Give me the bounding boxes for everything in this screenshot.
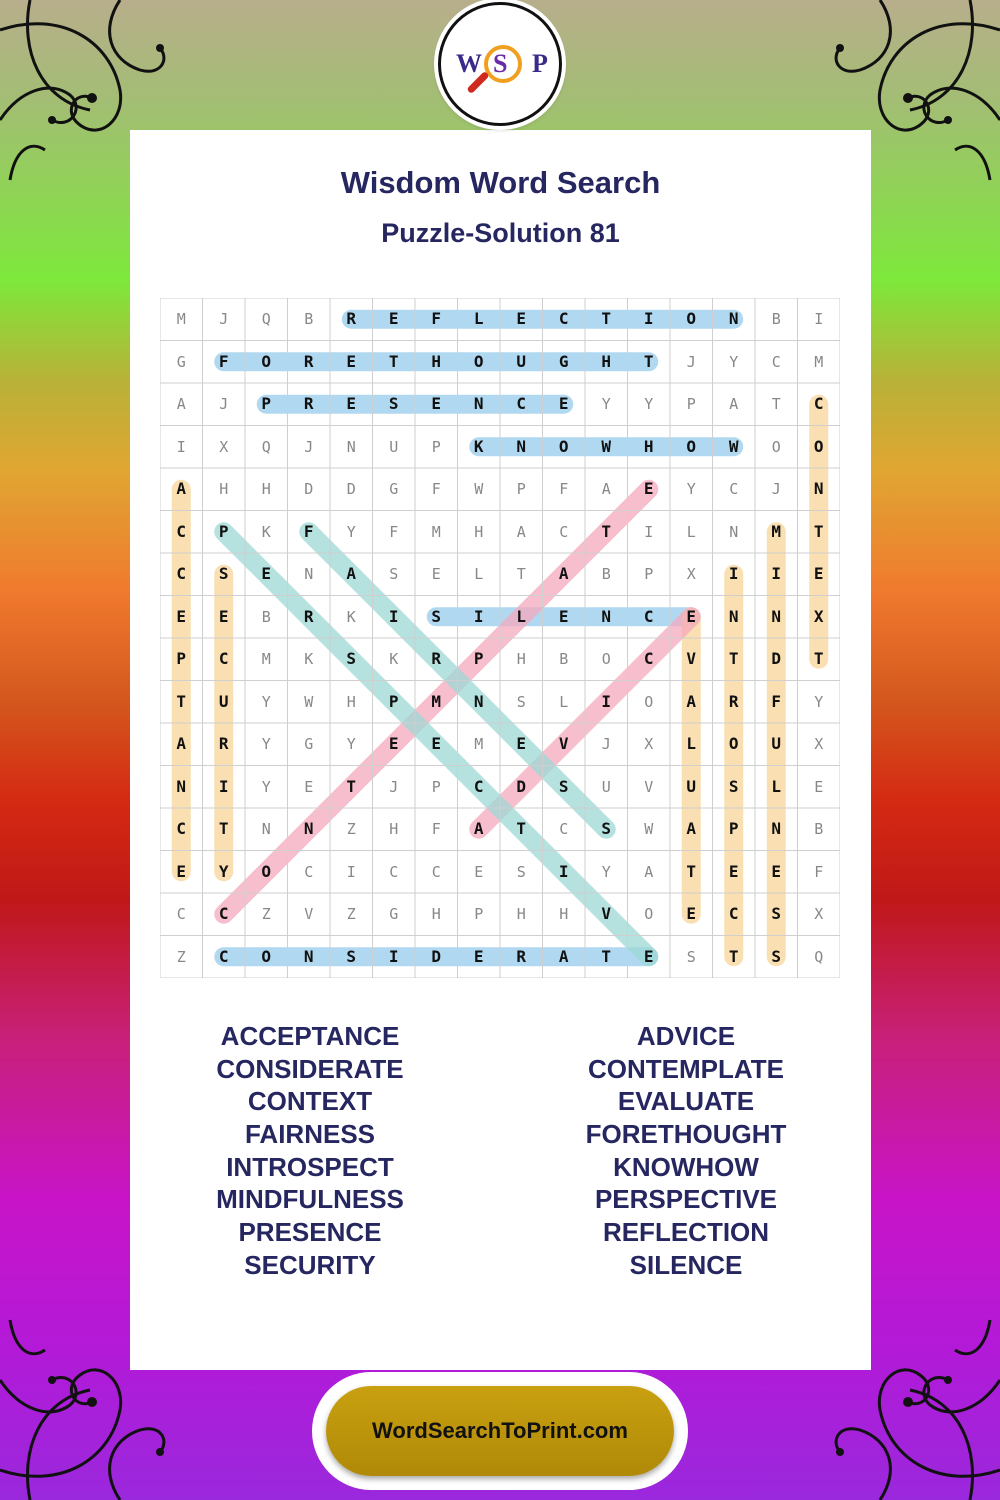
grid-cell: X <box>686 565 696 583</box>
grid-cell: L <box>516 606 527 626</box>
grid-cell: V <box>686 649 697 668</box>
grid-cell: R <box>346 309 357 328</box>
grid-cell: E <box>686 606 697 626</box>
grid-cell: N <box>771 606 782 626</box>
grid-cell: A <box>176 479 187 498</box>
grid-cell: C <box>176 564 187 583</box>
grid-cell: E <box>346 394 357 413</box>
grid-cell: P <box>728 819 739 838</box>
grid-cell: T <box>601 521 612 541</box>
word-list-right <box>506 1020 866 1282</box>
grid-cell: V <box>558 734 569 753</box>
logo-letter-p: P <box>532 49 548 78</box>
grid-cell: S <box>346 649 357 668</box>
grid-cell: O <box>473 351 484 371</box>
grid-cell: U <box>516 351 527 371</box>
grid-cell: K <box>389 650 399 668</box>
grid-cell: M <box>771 521 782 541</box>
logo-letter-s: S <box>493 49 508 78</box>
grid-cell: C <box>176 905 186 923</box>
grid-cell: Y <box>261 692 271 711</box>
grid-cell: M <box>814 352 824 371</box>
grid-cell: S <box>389 565 399 583</box>
word-list-item: CONSIDERATE <box>216 1053 404 1084</box>
grid-cell: E <box>304 777 314 796</box>
grid-cell: A <box>601 480 611 498</box>
grid-cell: L <box>473 309 484 328</box>
grid-cell: E <box>516 734 527 753</box>
grid-cell: I <box>176 437 186 456</box>
grid-cell: S <box>771 904 782 923</box>
grid-cell: P <box>474 905 484 923</box>
grid-cell: F <box>303 521 314 541</box>
grid-cell: Y <box>644 395 654 413</box>
grid-cell: U <box>601 777 611 796</box>
grid-cell: Y <box>686 480 696 498</box>
grid-cell: W <box>474 480 484 498</box>
grid-cell: S <box>516 862 526 881</box>
grid-cell: O <box>261 351 272 371</box>
grid-cell: O <box>686 436 697 456</box>
grid-cell: E <box>218 606 229 626</box>
grid-cell: R <box>516 946 527 966</box>
word-list-item: ADVICE <box>636 1021 736 1051</box>
grid-cell: T <box>346 776 357 796</box>
grid-cell: Q <box>261 310 271 328</box>
grid-cell: M <box>474 735 484 753</box>
grid-cell: A <box>176 734 187 753</box>
grid-cell: L <box>771 776 782 796</box>
grid-cell: C <box>389 862 399 881</box>
grid-cell: E <box>643 946 654 966</box>
grid-cell: J <box>686 352 696 371</box>
grid-cell: F <box>431 820 441 838</box>
grid-cell: E <box>686 904 697 923</box>
grid-cell: I <box>771 564 782 583</box>
grid-cell: H <box>219 480 229 498</box>
grid-cell: D <box>516 776 527 796</box>
grid-cell: C <box>771 352 781 371</box>
grid-cell: X <box>814 905 824 923</box>
grid-cell: E <box>431 394 442 413</box>
grid-cell: E <box>388 309 399 328</box>
grid-cell: H <box>431 351 442 371</box>
grid-cell: U <box>389 437 399 456</box>
grid-cell: O <box>728 734 739 753</box>
grid-cell: Z <box>346 820 356 838</box>
grid-cell: A <box>686 691 697 711</box>
grid-cell: H <box>346 692 356 711</box>
grid-cell: Y <box>601 862 611 881</box>
grid-cell: P <box>388 691 399 711</box>
word-list-item: SECURITY <box>244 1249 376 1280</box>
grid-cell: Q <box>814 947 824 966</box>
grid-cell: C <box>218 649 229 668</box>
word-list-item: ACCEPTANCE <box>220 1021 400 1051</box>
grid-cell: C <box>176 819 187 838</box>
grid-cell: Z <box>346 905 356 923</box>
grid-cell: C <box>559 522 569 541</box>
grid-cell: I <box>601 691 612 711</box>
word-list-item: REFLECTION <box>602 1217 770 1248</box>
word-list-item: CONTEXT <box>247 1086 373 1117</box>
word-list-item: PRESENCE <box>238 1217 382 1248</box>
grid-cell: R <box>303 351 314 371</box>
grid-cell: F <box>431 309 442 328</box>
grid-cell: E <box>473 946 484 966</box>
grid-cell: O <box>644 692 654 711</box>
grid-cell: N <box>304 565 314 583</box>
grid-cell: Y <box>346 735 356 753</box>
grid-cell: E <box>516 309 527 328</box>
grid-cell: J <box>219 310 229 328</box>
grid-cell: T <box>813 521 824 541</box>
grid-cell: H <box>559 905 569 923</box>
grid-cell: D <box>304 480 314 498</box>
grid-cell: E <box>431 565 441 583</box>
grid-cell: S <box>558 776 569 796</box>
grid-cell: R <box>728 691 739 711</box>
grid-cell: A <box>644 862 654 881</box>
grid-cell: C <box>558 309 569 328</box>
grid-cell: B <box>601 565 611 583</box>
grid-cell: A <box>686 819 697 838</box>
grid-cell: C <box>473 776 484 796</box>
grid-cell: A <box>176 395 186 413</box>
grid-cell: D <box>431 946 442 966</box>
grid-cell: W <box>601 436 612 456</box>
grid-cell: X <box>814 735 824 753</box>
grid-cell: N <box>346 437 356 456</box>
grid-cell: S <box>218 564 229 583</box>
grid-cell: K <box>473 436 484 456</box>
grid-cell: C <box>728 904 739 923</box>
grid-cell: S <box>686 947 696 966</box>
grid-cell: I <box>388 946 399 966</box>
grid-cell: E <box>388 734 399 753</box>
word-list-item: EVALUATE <box>617 1086 755 1117</box>
grid-cell: R <box>218 734 229 753</box>
grid-cell: C <box>304 862 314 881</box>
grid-cell: C <box>218 904 229 923</box>
grid-cell: H <box>431 905 441 923</box>
grid-cell: J <box>601 735 611 753</box>
grid-cell: F <box>218 351 229 371</box>
grid-cell: T <box>728 946 739 966</box>
grid-cell: T <box>813 649 824 668</box>
grid-cell: S <box>516 692 526 711</box>
grid-cell: F <box>771 691 782 711</box>
grid-cell: C <box>813 394 824 413</box>
grid-cell: U <box>771 734 782 753</box>
word-list-item: PERSPECTIVE <box>594 1184 778 1215</box>
grid-cell: K <box>346 607 356 626</box>
grid-cell: M <box>176 310 186 328</box>
grid-cell: F <box>389 522 399 541</box>
page-subtitle: Puzzle-Solution 81 <box>381 218 620 248</box>
grid-cell: G <box>176 352 186 371</box>
grid-cell: G <box>304 735 314 753</box>
grid-cell: O <box>644 905 654 923</box>
grid-cell: A <box>558 564 569 583</box>
grid-cell: E <box>558 606 569 626</box>
grid-cell: V <box>601 904 612 923</box>
grid-cell: Y <box>814 692 824 711</box>
grid-cell: O <box>771 437 781 456</box>
grid-cell: T <box>643 351 654 371</box>
grid-cell: J <box>219 395 229 413</box>
grid-cell: F <box>559 480 569 498</box>
grid-cell: M <box>261 650 271 668</box>
grid-cell: D <box>346 480 356 498</box>
grid-cell: S <box>388 394 399 413</box>
word-search-grid <box>160 298 840 978</box>
grid-cell: S <box>346 946 357 966</box>
grid-cell: B <box>771 310 781 328</box>
grid-cell: I <box>644 522 654 541</box>
website-link-button[interactable]: WordSearchToPrint.com <box>326 1386 674 1476</box>
grid-cell: Y <box>218 861 229 881</box>
grid-cell: I <box>728 564 739 583</box>
grid-cell: U <box>218 691 229 711</box>
grid-cell: E <box>176 861 187 881</box>
grid-cell: W <box>644 820 654 838</box>
grid-cell: A <box>516 522 526 541</box>
grid-cell: J <box>771 480 781 498</box>
grid-cell: P <box>176 649 187 668</box>
grid-cell: O <box>813 436 824 456</box>
grid-cell: C <box>643 606 654 626</box>
grid-cell: L <box>686 522 696 541</box>
grid-cell: E <box>558 394 569 413</box>
grid-cell: F <box>814 862 824 881</box>
grid-cell: R <box>431 649 442 668</box>
grid-cell: X <box>219 437 229 456</box>
grid-cell: M <box>431 522 441 541</box>
puzzle-card <box>130 130 871 1370</box>
grid-cell: I <box>388 606 399 626</box>
grid-cell: H <box>261 480 271 498</box>
grid-cell: N <box>728 606 739 626</box>
grid-cell: N <box>516 436 527 456</box>
grid-cell: Y <box>261 735 271 753</box>
grid-cell: O <box>686 309 697 328</box>
grid-cell: U <box>686 776 697 796</box>
logo-letter-w: W <box>456 49 482 78</box>
grid-cell: P <box>261 394 272 413</box>
word-list-left <box>130 1020 490 1282</box>
grid-cell: N <box>303 946 314 966</box>
word-list-item: MINDFULNESS <box>216 1184 404 1215</box>
page-title: Wisdom Word Search <box>340 165 661 200</box>
grid-cell: R <box>303 394 314 413</box>
grid-cell: I <box>473 606 484 626</box>
grid-cell: E <box>728 861 739 881</box>
grid-cell: S <box>431 606 442 626</box>
grid-cell: T <box>601 309 612 328</box>
grid-cell: B <box>304 310 314 328</box>
grid-cell: V <box>644 777 654 796</box>
grid-cell: A <box>558 946 569 966</box>
grid-cell: W <box>304 692 314 711</box>
word-list-item: CONTEMPLATE <box>588 1053 784 1084</box>
wsp-logo[interactable] <box>438 2 562 126</box>
grid-cell: O <box>601 650 611 668</box>
word-list-item: FORETHOUGHT <box>585 1119 787 1150</box>
grid-cell: M <box>431 691 442 711</box>
grid-cell: E <box>261 564 272 583</box>
grid-cell: I <box>814 310 824 328</box>
grid-cell: V <box>304 905 314 923</box>
grid-cell: T <box>176 691 187 711</box>
grid-cell: A <box>729 395 739 413</box>
grid-cell: G <box>389 905 399 923</box>
grid-cell: P <box>218 521 229 541</box>
grid-cell: Y <box>729 352 739 371</box>
grid-cell: P <box>473 649 484 668</box>
grid-cell: T <box>601 946 612 966</box>
grid-cell: I <box>346 862 356 881</box>
grid-cell: E <box>813 564 824 583</box>
grid-cell: E <box>474 862 484 881</box>
grid-cell: P <box>644 565 654 583</box>
grid-cell: O <box>261 861 272 881</box>
grid-cell: X <box>813 606 824 626</box>
grid-cell: T <box>686 861 697 881</box>
grid-cell: T <box>516 565 526 583</box>
grid-cell: H <box>643 436 654 456</box>
word-list-item: INTROSPECT <box>226 1151 394 1182</box>
grid-cell: E <box>346 351 357 371</box>
grid-cell: B <box>261 607 271 626</box>
word-list-item: FAIRNESS <box>244 1119 376 1150</box>
grid-cell: N <box>176 776 187 796</box>
grid-cell: N <box>771 819 782 838</box>
grid-cell: R <box>303 606 314 626</box>
grid-cell: S <box>728 776 739 796</box>
grid-cell: N <box>728 309 739 328</box>
grid-cell: A <box>346 564 357 583</box>
grid-cell: T <box>388 351 399 371</box>
grid-cell: Y <box>601 395 611 413</box>
grid-cell: C <box>729 480 739 498</box>
grid-cell: C <box>431 862 441 881</box>
grid-cell: E <box>176 606 187 626</box>
grid-cell: N <box>303 819 314 838</box>
grid-cell: K <box>261 522 271 541</box>
grid-cell: Z <box>176 947 186 966</box>
grid-cell: C <box>218 946 229 966</box>
grid-cell: L <box>559 692 569 711</box>
grid-cell: H <box>516 905 526 923</box>
grid-cell: A <box>473 819 484 838</box>
grid-cell: G <box>389 480 399 498</box>
grid-cell: Q <box>261 437 271 456</box>
grid-cell: H <box>516 650 526 668</box>
grid-cell: X <box>644 735 654 753</box>
grid-cell: G <box>558 351 569 371</box>
grid-cell: P <box>431 777 441 796</box>
grid-cell: B <box>814 820 824 838</box>
grid-cell: I <box>643 309 654 328</box>
grid-cell: N <box>813 479 824 498</box>
grid-cell: H <box>389 820 399 838</box>
grid-cell: P <box>431 437 441 456</box>
grid-cell: O <box>261 946 272 966</box>
grid-cell: I <box>218 776 229 796</box>
grid-cell: Y <box>261 777 271 796</box>
grid-cell: N <box>729 522 739 541</box>
grid-cell: S <box>601 819 612 838</box>
grid-cell: C <box>176 521 187 541</box>
grid-cell: E <box>431 734 442 753</box>
grid-cell: N <box>473 394 484 413</box>
grid-cell: O <box>558 436 569 456</box>
grid-cell: C <box>559 820 569 838</box>
grid-cell: J <box>304 437 314 456</box>
grid-cell: T <box>728 649 739 668</box>
grid-cell: H <box>474 522 484 541</box>
grid-cell: W <box>728 436 739 456</box>
grid-cell: T <box>218 819 229 838</box>
grid-cell: L <box>686 734 697 753</box>
grid-cell: E <box>643 479 654 498</box>
grid-cell: J <box>389 777 399 796</box>
grid-cell: K <box>304 650 314 668</box>
grid-cell: P <box>686 395 696 413</box>
grid-cell: Y <box>346 522 356 541</box>
grid-cell: H <box>601 351 612 371</box>
grid-cell: E <box>771 861 782 881</box>
grid-cell: E <box>814 777 824 796</box>
grid-cell: T <box>516 819 527 838</box>
grid-cell: N <box>601 606 612 626</box>
grid-cell: S <box>771 946 782 966</box>
grid-cell: B <box>559 650 569 668</box>
grid-cell: P <box>516 480 526 498</box>
grid-cell: F <box>431 480 441 498</box>
word-list-item: KNOWHOW <box>613 1151 759 1182</box>
grid-cell: D <box>771 649 782 668</box>
grid-cell: C <box>516 394 527 413</box>
grid-cell: N <box>261 820 271 838</box>
grid-cell: C <box>643 649 654 668</box>
grid-cell: T <box>771 395 781 413</box>
grid-cell: Z <box>261 905 271 923</box>
grid-cell: L <box>474 565 484 583</box>
word-list-item: SILENCE <box>629 1249 743 1280</box>
grid-cell: N <box>473 691 484 711</box>
grid-cell: I <box>558 861 569 881</box>
